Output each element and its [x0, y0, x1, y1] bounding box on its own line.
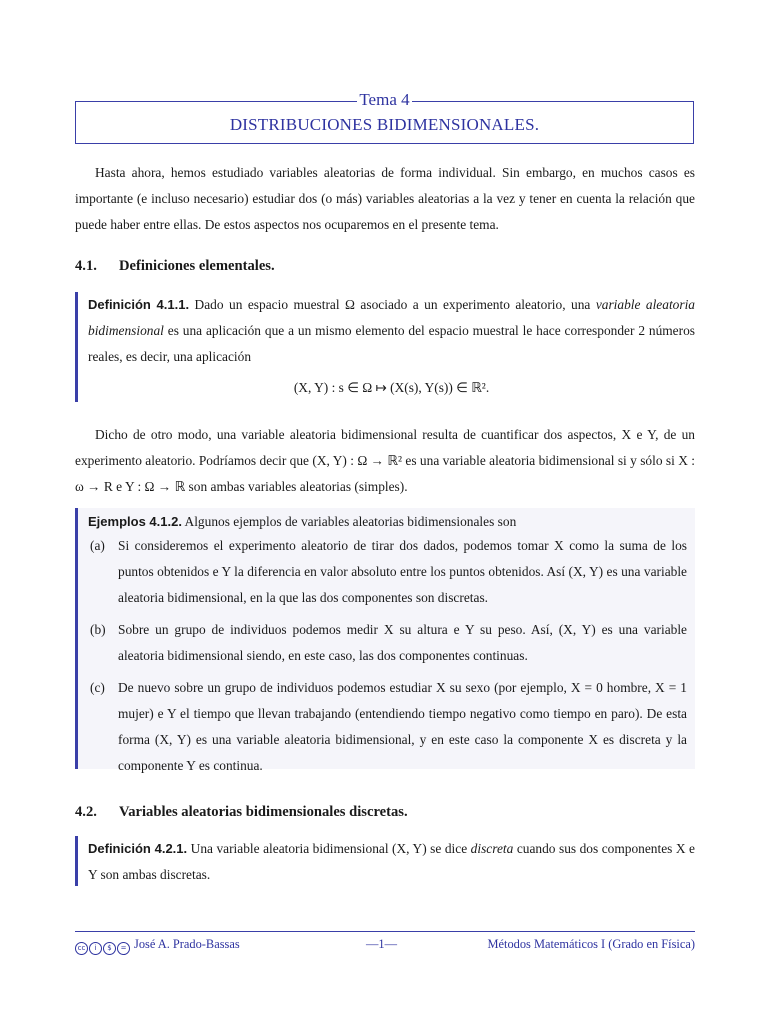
examples-list: [88, 533, 695, 779]
definition-4-1-1: [75, 292, 695, 402]
list-item: (a) Si consideremos el experimento aleatorio de tirar dos dados, podemos tomar X como la suma de los puntos obtenidos e Y la diferencia en valor absoluto entre los puntos obtenidos. Así (X, Y) es una variable aleatoria bidimensional, en la que las dos componentes son discretas.: [90, 538, 687, 605]
examples-4-1-2: [75, 508, 695, 773]
footer-rule: [75, 931, 695, 932]
footer-page-number: —1—: [366, 937, 397, 951]
list-item: (c) De nuevo sobre un grupo de individuos podemos estudiar X su sexo (por ejemplo, X = 0 hombre, X = 1 mujer) e Y el tiempo que llevan trabajando (entendiendo tiempo negativo como tiempo en paro). De esta forma (X, Y) es una variable aleatoria bidimensional, y en este caso la componente X es discreta y la componente Y es continua.: [90, 680, 687, 773]
chapter-title: DISTRIBUCIONES BIDIMENSIONALES.: [229, 115, 540, 134]
examples-intro: Ejemplos 4.1.2. Algunos ejemplos de variables aleatorias bidimensionales son: [88, 514, 517, 529]
definition-text: Definición 4.2.1. Una variable aleatoria bidimensional (X, Y) se dice discreta cuando sus dos componentes X e Y son ambas discretas.: [88, 841, 695, 882]
footer-author: cc i $ = José A. Prado-Bassas: [75, 937, 240, 955]
list-item: (b) Sobre un grupo de individuos podemos medir X su altura e Y su peso. Así, (X, Y) es una variable aleatoria bidimensional siendo, en este caso, las dos componentes continuas.: [90, 622, 687, 663]
section-heading-4-2: 4.2. Variables aleatorias bidimensionales discretas.: [75, 804, 408, 820]
footer-course: Métodos Matemáticos I (Grado en Física): [487, 937, 695, 951]
definition-formula: (X, Y) : s ∈ Ω ↦ (X(s), Y(s)) ∈ ℝ².: [293, 380, 490, 395]
creative-commons-icon: cc i $ =: [75, 939, 131, 955]
section-heading-4-1: 4.1. Definiciones elementales.: [75, 258, 275, 274]
definition-text: Definición 4.1.1. Dado un espacio muestral Ω asociado a un experimento aleatorio, una variable aleatoria bidimensional es una aplicación que a un mismo elemento del espacio muestral le hace corresponder 2 números reales, es decir, una aplicación: [88, 297, 695, 364]
intro-paragraph: Hasta ahora, hemos estudiado variables aleatorias de forma individual. Sin embargo, en muchos casos es importante (e incluso necesario) estudiar dos (o más) variables aleatorias a la vez y tener en cuenta la relación que puede haber entre ellas. De estos aspectos nos ocuparemos en el presente tema.: [75, 165, 695, 232]
chapter-number: Tema 4: [359, 90, 410, 109]
chapter-title-box: [75, 90, 694, 144]
definition-4-2-1: [75, 836, 695, 886]
paragraph-2: Dicho de otro modo, una variable aleatoria bidimensional resulta de cuantificar dos aspectos, X e Y, de un experimento aleatorio. Podríamos decir que (X, Y) : Ω → ℝ² es una variable aleatoria bidimensional si y sólo si X : ω → R e Y : Ω → ℝ son ambas variables aleatorias (simples).: [75, 427, 695, 494]
